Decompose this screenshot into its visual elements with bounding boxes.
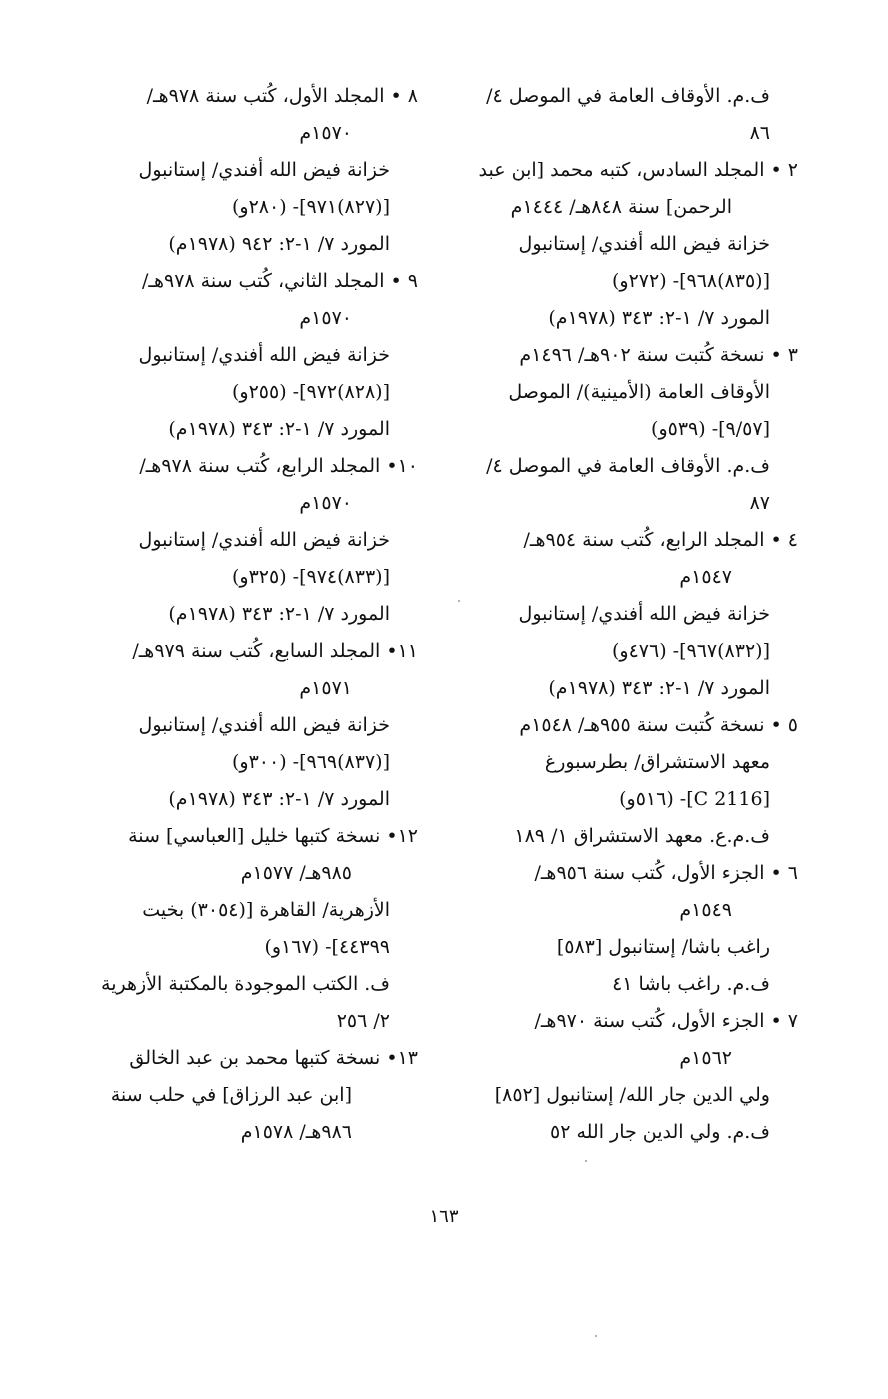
entry-text-line: خزانة فيض الله أفندي/ إستانبول (518, 603, 770, 625)
entry-text-line: ١٥٤٩م (679, 899, 732, 921)
entry-text-line: ف.م. راغب باشا ٤١ (612, 973, 770, 995)
entry-text-line: الأزهرية/ القاهرة [(٣٠٥٤) بخيت (142, 899, 390, 921)
entry-heading-line: ١١• المجلد السابع، كُتب سنة ٩٧٩هـ/ (132, 640, 418, 662)
entry-heading-line: ٢ • المجلد السادس، كتبه محمد [ابن عبد (478, 159, 798, 181)
entry-heading-line: ١٣• نسخة كتبها محمد بن عبد الخالق (129, 1047, 418, 1069)
entry-text-line: ١٥٧٠م (299, 492, 352, 514)
entry-text-line: المورد ٧/ ١-٢: ٩٤٢ (١٩٧٨م) (168, 233, 390, 255)
entry-text-line: المورد ٧/ ١-٢: ٣٤٣ (١٩٧٨م) (168, 788, 390, 810)
entry-heading-line: ١٢• نسخة كتبها خليل [العباسي] سنة (128, 825, 418, 847)
entry-text-line: المورد ٧/ ١-٢: ٣٤٣ (١٩٧٨م) (548, 307, 770, 329)
left-column (60, 78, 418, 1151)
entry-text-line: ٤٤٣٩٩]- (١٦٧و) (264, 936, 390, 958)
entry-heading-line: ٣ • نسخة كُتبت سنة ٩٠٢هـ/ ١٤٩٦م (519, 344, 798, 366)
entry-heading-line: ٥ • نسخة كُتبت سنة ٩٥٥هـ/ ١٥٤٨م (519, 714, 798, 736)
entry-text-line: [(٨٣٣)٩٧٤]- (٣٢٥و) (231, 566, 390, 588)
entry-text-line: [٩/٥٧]- (٥٣٩و) (651, 418, 770, 440)
entry-text-line: المورد ٧/ ١-٢: ٣٤٣ (١٩٧٨م) (548, 677, 770, 699)
entry-text-line: ٩٨٥هـ/ ١٥٧٧م (240, 862, 352, 884)
entry-text-line: ف.م.ع. معهد الاستشراق ١/ ١٨٩ (514, 825, 770, 847)
entry-text-line: خزانة فيض الله أفندي/ إستانبول (138, 344, 390, 366)
entry-text-line: المورد ٧/ ١-٢: ٣٤٣ (١٩٧٨م) (168, 418, 390, 440)
entry-text-line: خزانة فيض الله أفندي/ إستانبول (138, 529, 390, 551)
entry-heading-line: ٦ • الجزء الأول، كُتب سنة ٩٥٦هـ/ (534, 862, 798, 884)
entry-text-line: خزانة فيض الله أفندي/ إستانبول (138, 714, 390, 736)
entry-text-line: [(٨٣٥)٩٦٨]- (٢٧٢و) (611, 270, 770, 292)
entry-text-line: ١٥٤٧م (679, 566, 732, 588)
scan-speck (458, 600, 460, 602)
entry-text-line: ١٥٧٠م (299, 307, 352, 329)
entry-text-line: الأوقاف العامة (الأمينية)/ الموصل (508, 381, 770, 403)
page-number: ١٦٣ (429, 1206, 459, 1227)
scan-speck (595, 1335, 597, 1337)
entry-text-line: خزانة فيض الله أفندي/ إستانبول (518, 233, 770, 255)
entry-text-line: المورد ٧/ ١-٢: ٣٤٣ (١٩٧٨م) (168, 603, 390, 625)
entry-text-line: [(٨٢٧)٩٧١]- (٢٨٠و) (231, 196, 390, 218)
entry-text-line: ٨٧ (749, 492, 770, 514)
entry-heading-line: ١٠• المجلد الرابع، كُتب سنة ٩٧٨هـ/ (139, 455, 418, 477)
entry-text-line: معهد الاستشراق/ بطرسبورغ (544, 751, 770, 773)
entry-text-line: ف.م. الأوقاف العامة في الموصل ٤/ (486, 455, 770, 477)
entry-heading-line: ٧ • الجزء الأول، كُتب سنة ٩٧٠هـ/ (534, 1010, 798, 1032)
entry-text-line: ف.م. ولي الدين جار الله ٥٢ (549, 1121, 770, 1143)
entry-text-line: ١٥٧٠م (299, 122, 352, 144)
entry-text-line: ١٥٧١م (299, 677, 352, 699)
entry-text-line: [C 2116]- (٥١٦و) (619, 788, 770, 810)
entry-text-line: [(٨٣٧)٩٦٩]- (٣٠٠و) (231, 751, 390, 773)
entry-text-line: ٩٨٦هـ/ ١٥٧٨م (240, 1121, 352, 1143)
scan-speck (585, 1160, 587, 1162)
entry-text-line: ١٥٦٢م (679, 1047, 732, 1069)
entry-text-line: ولي الدين جار الله/ إستانبول [٨٥٢] (494, 1084, 770, 1106)
entry-heading-line: ٨ • المجلد الأول، كُتب سنة ٩٧٨هـ/ (146, 85, 418, 107)
entry-heading-line: ٤ • المجلد الرابع، كُتب سنة ٩٥٤هـ/ (523, 529, 798, 551)
entry-text-line: راغب باشا/ إستانبول [٥٨٣] (556, 936, 770, 958)
entry-text-line: خزانة فيض الله أفندي/ إستانبول (138, 159, 390, 181)
entry-text-line: ٢/ ٢٥٦ (336, 1010, 390, 1032)
entry-text-line: [ابن عبد الرزاق] في حلب سنة (110, 1084, 352, 1106)
right-column (440, 78, 798, 1151)
entry-text-line: ف.م. الأوقاف العامة في الموصل ٤/ (486, 85, 770, 107)
entry-heading-line: ٩ • المجلد الثاني، كُتب سنة ٩٧٨هـ/ (142, 270, 418, 292)
entry-text-line: ٨٦ (749, 122, 770, 144)
entry-text-line: [(٨٣٢)٩٦٧]- (٤٧٦و) (611, 640, 770, 662)
entry-text-line: [(٨٢٨)٩٧٢]- (٢٥٥و) (231, 381, 390, 403)
entry-text-line: ف. الكتب الموجودة بالمكتبة الأزهرية (101, 973, 390, 995)
entry-text-line: الرحمن] سنة ٨٤٨هـ/ ١٤٤٤م (510, 196, 732, 218)
